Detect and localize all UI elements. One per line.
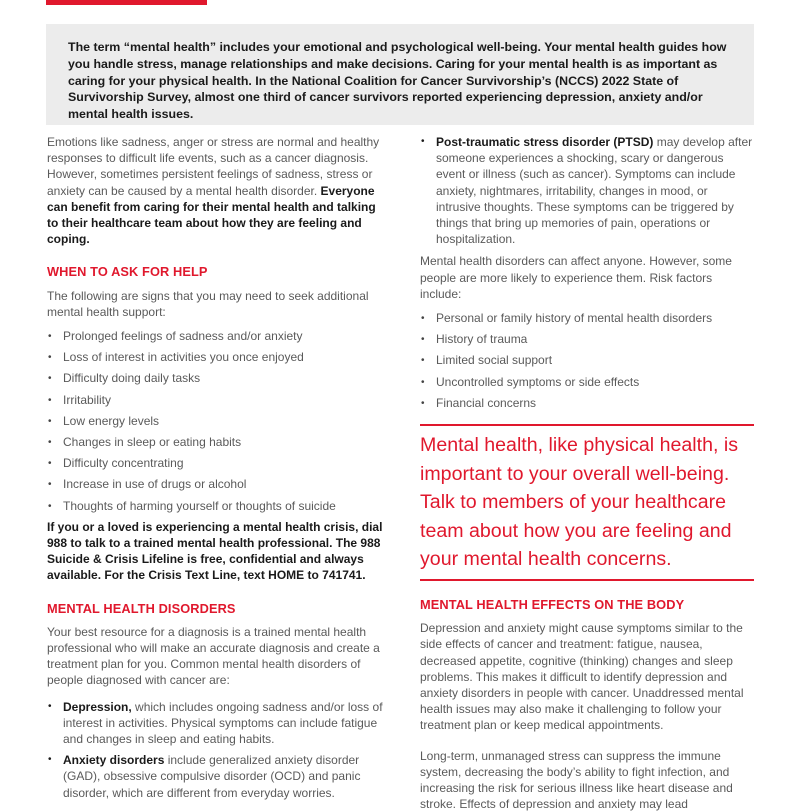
right-column (420, 134, 754, 812)
disorders-list (47, 699, 389, 801)
list-item: • Difficulty concentrating (47, 453, 389, 474)
when-to-ask-heading: WHEN TO ASK FOR HELP (47, 264, 208, 280)
ptsd-list (420, 134, 754, 247)
depression-term: Depression, (63, 699, 132, 714)
emotions-emphasis: Everyone can benefit from caring for their mental health and talking to their healthcare team about how they are feeling and coping. (47, 183, 376, 247)
risk-intro: Mental health disorders can affect anyone. However, some people are more likely to experience them. Risk factors include: (420, 254, 732, 301)
list-item: • Uncontrolled symptoms or side effects (420, 372, 754, 393)
anxiety-description: include generalized anxiety disorder (GAD), obsessive compulsive disorder (OCD) and panic disorder, which are different from everyday worries. (63, 753, 361, 800)
effects-paragraph-2: Long-term, unmanaged stress can suppress the immune system, decreasing the body’s ability to fight infection, and increasing the risk for serious illness like heart disease and stroke. Effects of depression and anxiety may lead (420, 748, 733, 812)
list-item: • Loss of interest in activities you once enjoyed (47, 347, 389, 368)
depression-description: which includes ongoing sadness and/or loss of interest in activities. Physical symptoms can include fatigue and changes in sleep and eating habits. (63, 699, 383, 746)
effects-paragraph-1: Depression and anxiety might cause symptoms similar to the side effects of cancer and treatment: fatigue, nausea, decreased appetite, cognitive (thinking) changes and sleep problems. This makes it difficult to identify depression and anxiety disorders in people with cancer. Unaddressed mental health issues may also make it challenging to follow your treatment plan or keep medical appointments. (420, 621, 744, 733)
disorders-heading: MENTAL HEALTH DISORDERS (47, 600, 236, 616)
warning-signs-list (47, 326, 389, 517)
effects-heading: MENTAL HEALTH EFFECTS ON THE BODY (420, 596, 685, 612)
list-item: • Personal or family history of mental health disorders (420, 308, 754, 329)
ptsd-term: Post-traumatic stress disorder (PTSD) (436, 135, 654, 149)
list-item: • Difficulty doing daily tasks (47, 368, 389, 389)
list-item (47, 752, 389, 801)
list-item (420, 134, 754, 247)
list-item (47, 699, 389, 748)
anxiety-term: Anxiety disorders (63, 753, 165, 768)
intro-callout (46, 24, 754, 125)
list-item: • Irritability (47, 390, 389, 411)
list-item: • Changes in sleep or eating habits (47, 432, 389, 453)
crisis-notice: If you or a loved is experiencing a mental health crisis, dial 988 to talk to a trained mental health professional. The 988 Suicide & Crisis Lifeline is free, confidential and always available. For the Crisis Text Line, text HOME to 741741. (47, 519, 383, 583)
pull-quote (420, 424, 754, 581)
pull-quote-text: Mental health, like physical health, is important to your overall well-being. Talk to members of your healthcare team about how you are feeling and your mental health concerns. (420, 433, 739, 571)
header-accent-bar (46, 0, 207, 5)
list-item: • Low energy levels (47, 411, 389, 432)
list-item: • Financial concerns (420, 393, 754, 414)
ptsd-description: may develop after someone experiences a shocking, scary or dangerous event or illness (such as cancer). Symptoms can include anxiety, nightmares, irritability, changes in mood, or intrusive thoughts. These symptoms can be triggered by things that bring up memories of pain, operations or hospitalization. (436, 135, 753, 247)
list-item: • Thoughts of harming yourself or thoughts of suicide (47, 496, 389, 517)
help-intro: The following are signs that you may need to seek additional mental health support: (47, 288, 369, 319)
intro-text: The term “mental health” includes your emotional and psychological well-being. Your mental health guides how you handle stress, manage relationships and make decisions. Caring for your mental health is as important as caring for your physical health. In the National Coalition for Cancer Survivorship’s (NCCS) 2022 State of Survivorship Survey, almost one third of cancer survivors reported experiencing depression, anxiety and/or mental health issues. (68, 40, 727, 122)
list-item: • Prolonged feelings of sadness and/or anxiety (47, 326, 389, 347)
list-item: • History of trauma (420, 329, 754, 350)
emotions-paragraph (47, 134, 389, 247)
list-item: • Increase in use of drugs or alcohol (47, 474, 389, 495)
left-column (47, 134, 389, 801)
risk-factors-list (420, 308, 754, 414)
list-item: • Limited social support (420, 350, 754, 371)
emotions-text: Emotions like sadness, anger or stress are normal and healthy responses to difficult life events, such as a cancer diagnosis. However, sometimes persistent feelings of sadness, stress or anxiety can be caused by a mental health disorder. (47, 135, 380, 198)
disorders-intro: Your best resource for a diagnosis is a trained mental health professional who will make an accurate diagnosis and create a treatment plan for you. Common mental health disorders of people diagnosed with cancer are: (47, 624, 380, 688)
